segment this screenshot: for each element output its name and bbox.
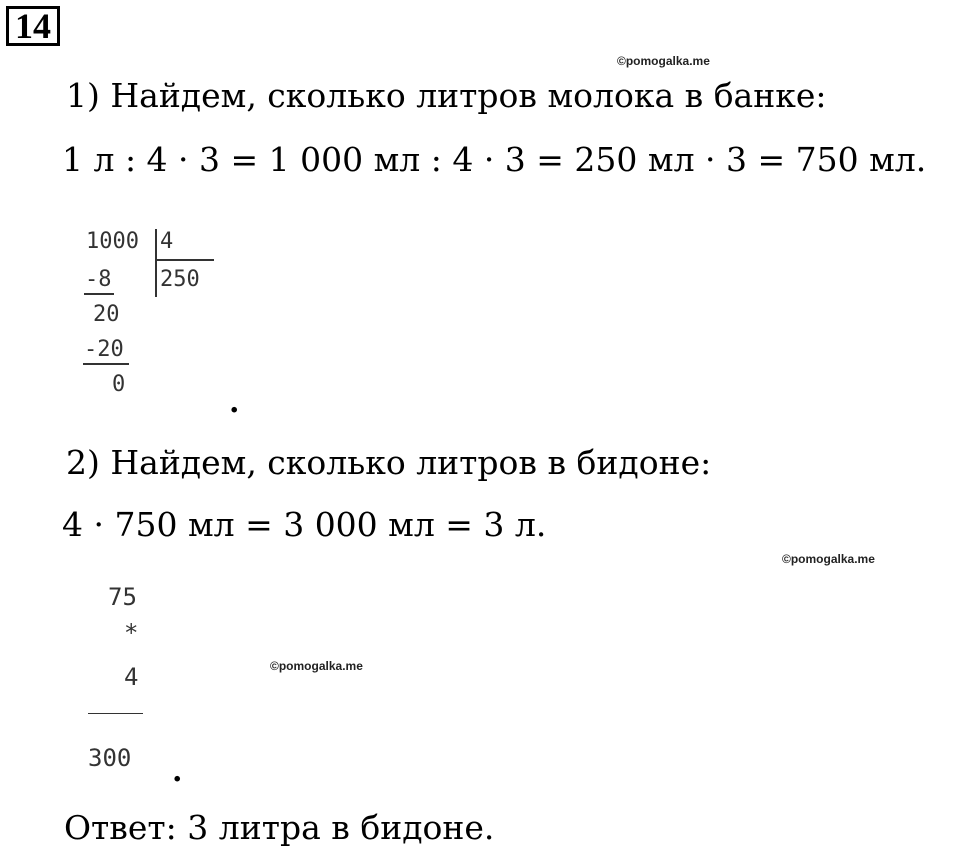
step2-heading: 2) Найдем, сколько литров в бидоне: (66, 443, 712, 482)
divisor-underline (156, 259, 214, 261)
subtrahend-2: -20 (84, 337, 124, 362)
remainder-2: 0 (112, 372, 126, 397)
step1-equation: 1 л : 4 · 3 = 1 000 мл : 4 · 3 = 250 мл · 3 = 750 мл. (62, 140, 927, 179)
divisor: 4 (160, 229, 174, 254)
step1-heading: 1) Найдем, сколько литров молока в банке: (66, 76, 827, 115)
multiplication-end-dot: . (172, 754, 183, 789)
task-number: 14 (6, 6, 60, 46)
watermark-middle: ©pomogalka.me (782, 552, 875, 566)
quotient: 250 (160, 267, 200, 292)
multiplication-line (88, 713, 143, 714)
product: 300 (88, 744, 132, 772)
multiply-operator: * (124, 619, 139, 647)
watermark-bottom: ©pomogalka.me (270, 659, 363, 673)
subtraction-line-2 (83, 363, 129, 365)
subtrahend-1: -8 (85, 267, 112, 292)
factor-1: 75 (108, 583, 137, 611)
watermark-top: ©pomogalka.me (617, 54, 710, 68)
subtraction-line-1 (84, 293, 114, 295)
remainder-1: 20 (93, 302, 120, 327)
answer-line: Ответ: 3 литра в бидоне. (64, 808, 495, 847)
step2-equation: 4 · 750 мл = 3 000 мл = 3 л. (62, 505, 547, 544)
division-vertical-line (155, 229, 157, 297)
factor-2: 4 (124, 663, 139, 691)
division-end-dot: . (229, 385, 240, 420)
dividend: 1000 (86, 229, 139, 254)
